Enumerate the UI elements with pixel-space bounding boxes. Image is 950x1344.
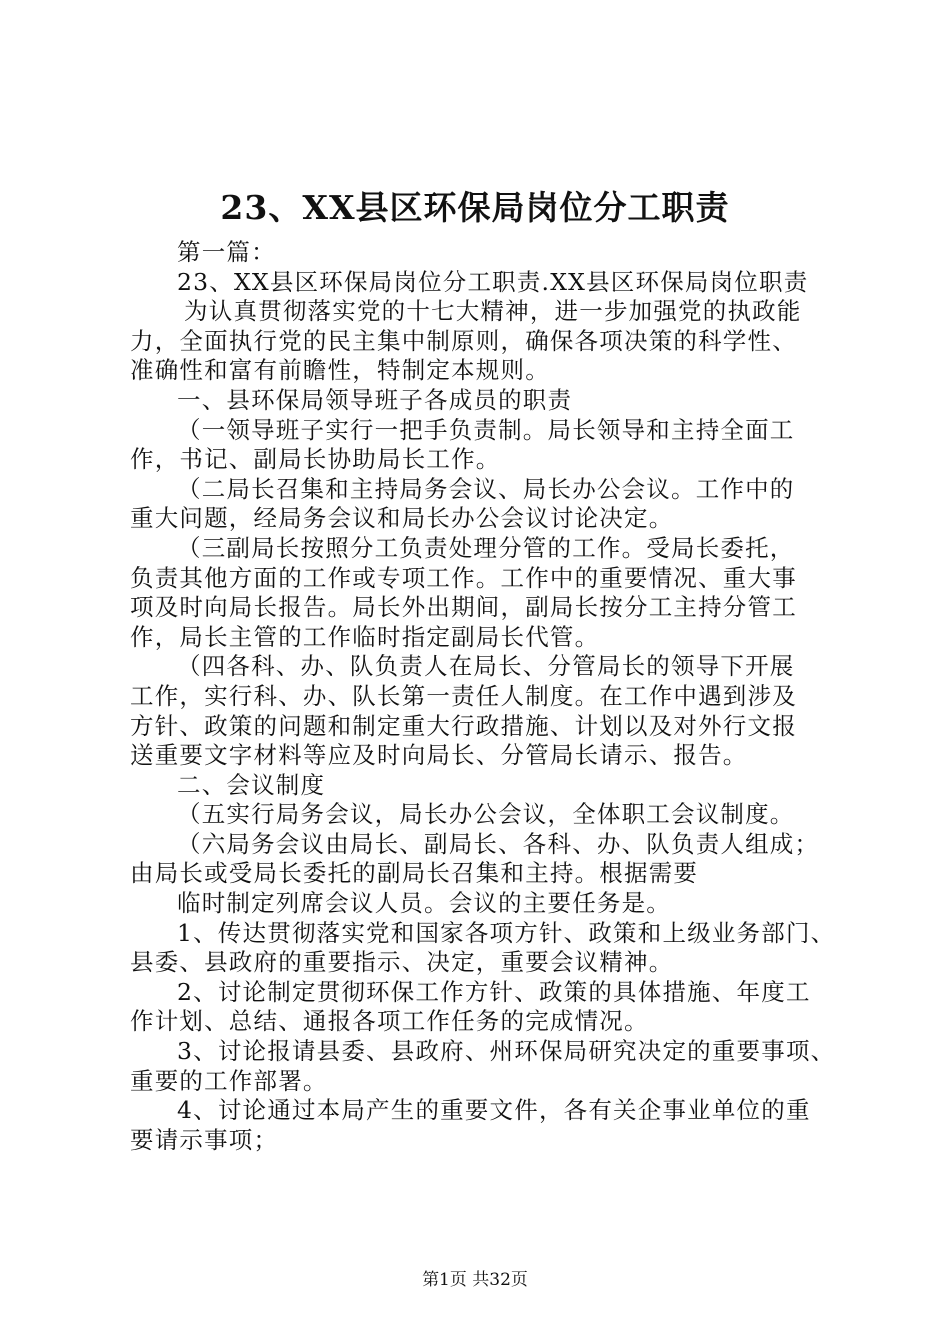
- text-line: 工作，实行科、办、队长第一责任人制度。在工作中遇到涉及: [130, 681, 797, 710]
- text-line: 重大问题，经局务会议和局长办公会议讨论决定。: [130, 504, 674, 533]
- text-line: 第一篇：: [177, 238, 276, 266]
- text-line: 准确性和富有前瞻性，特制定本规则。: [130, 356, 550, 385]
- text-line: 方针、政策的问题和制定重大行政措施、计划以及对外行文报: [130, 711, 797, 740]
- text-line: 送重要文字材料等应及时向局长、分管局长请示、报告。: [130, 741, 748, 770]
- document-title: 23、XX县区环保局岗位分工职责: [220, 188, 730, 227]
- text-line: 4、讨论通过本局产生的重要文件，各有关企事业单位的重: [177, 1096, 811, 1125]
- text-line: 负责其他方面的工作或专项工作。工作中的重要情况、重大事: [130, 563, 797, 592]
- text-line: 由局长或受局长委托的副局长召集和主持。根据需要: [130, 859, 699, 888]
- text-line: 23、XX县区环保局岗位分工职责.XX县区环保局岗位职责: [177, 267, 809, 296]
- text-line: （四各科、办、队负责人在局长、分管局长的领导下开展: [177, 652, 795, 681]
- text-line: 2、讨论制定贯彻环保工作方针、政策的具体措施、年度工: [177, 977, 811, 1006]
- text-line: 力，全面执行党的民主集中制原则，确保各项决策的科学性、: [130, 326, 797, 355]
- text-line: （三副局长按照分工负责处理分管的工作。受局长委托，: [177, 533, 795, 562]
- text-line: 项及时向局长报告。局长外出期间，副局长按分工主持分管工: [130, 593, 797, 622]
- text-line: 一、县环保局领导班子各成员的职责: [177, 385, 573, 414]
- text-line: 临时制定列席会议人员。会议的主要任务是。: [177, 889, 671, 918]
- text-line: （五实行局务会议，局长办公会议，全体职工会议制度。: [177, 800, 795, 829]
- text-line: （六局务会议由局长、副局长、各科、办、队负责人组成；: [177, 829, 820, 858]
- text-line: 作计划、总结、通报各项工作任务的完成情况。: [130, 1007, 649, 1036]
- text-line: 县委、县政府的重要指示、决定，重要会议精神。: [130, 948, 674, 977]
- text-line: 为认真贯彻落实党的十七大精神，进一步加强党的执政能: [184, 297, 802, 326]
- text-line: 作，局长主管的工作临时指定副局长代管。: [130, 622, 600, 651]
- document-body: [130, 238, 840, 1155]
- text-line: 要请示事项；: [130, 1125, 279, 1154]
- text-line: （一领导班子实行一把手负责制。局长领导和主持全面工: [177, 415, 795, 444]
- text-line: 二、会议制度: [177, 770, 326, 799]
- text-line: 作，书记、副局长协助局长工作。: [130, 445, 501, 474]
- text-line: 重要的工作部署。: [130, 1066, 328, 1095]
- text-line: （二局长召集和主持局务会议、局长办公会议。工作中的: [177, 474, 795, 503]
- page-footer: 第1页 共32页: [422, 1270, 528, 1290]
- text-line: 3、讨论报请县委、县政府、州环保局研究决定的重要事项、: [177, 1037, 836, 1066]
- text-line: 1、传达贯彻落实党和国家各项方针、政策和上级业务部门、: [177, 918, 836, 947]
